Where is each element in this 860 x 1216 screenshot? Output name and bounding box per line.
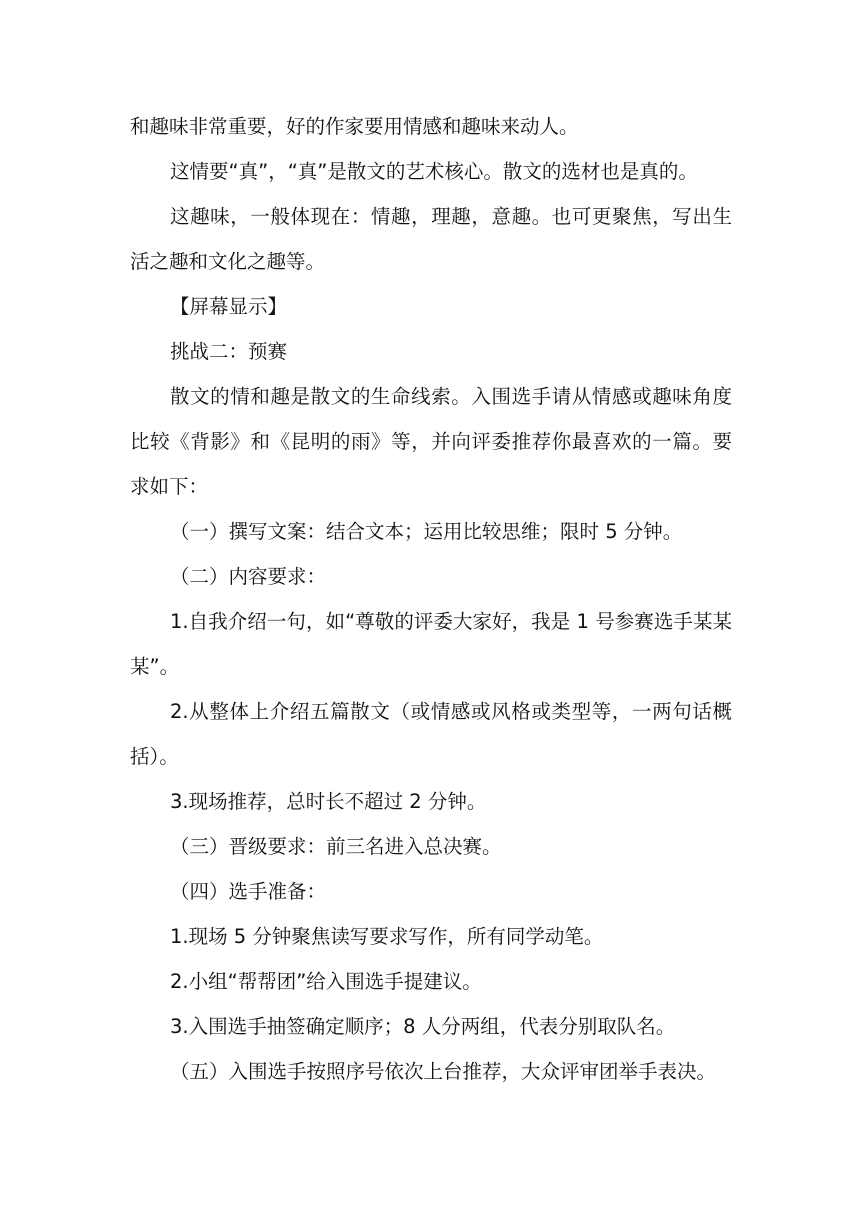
requirement-2-heading: （二）内容要求： [170,565,327,588]
requirement-4-item-3: 3.入围选手抽签确定顺序；8 人分两组，代表分别取队名。 [170,1015,676,1038]
section-heading-screen-display: 【屏幕显示】 [170,295,288,318]
requirement-3: （三）晋级要求：前三名进入总决赛。 [170,835,502,858]
requirement-4-item-2: 2.小组“帮帮团”给入围选手提建议。 [170,970,482,993]
paragraph-intro: 散文的情和趣是散文的生命线索。入围选手请从情感或趣味角度比较《背影》和《昆明的雨》等，并向评委推荐你最喜欢的一篇。要求如下： [130,385,732,498]
paragraph-1: 和趣味非常重要，好的作家要用情感和趣味来动人。 [130,115,579,138]
requirement-4-item-1: 1.现场 5 分钟聚焦读写要求写作，所有同学动笔。 [170,925,604,948]
requirement-1: （一）撰写文案：结合文本；运用比较思维；限时 5 分钟。 [170,520,683,543]
paragraph-3: 这趣味，一般体现在：情趣，理趣，意趣。也可更聚焦，写出生活之趣和文化之趣等。 [130,205,732,273]
requirement-2-item-3: 3.现场推荐，总时长不超过 2 分钟。 [170,790,487,813]
requirement-5: （五）入围选手按照序号依次上台推荐，大众评审团举手表决。 [170,1060,717,1083]
paragraph-2: 这情要“真”，“真”是散文的艺术核心。散文的选材也是真的。 [170,160,698,183]
challenge-title: 挑战二：预赛 [170,340,288,363]
requirement-4-heading: （四）选手准备： [170,880,327,903]
requirement-2-item-2: 2.从整体上介绍五篇散文（或情感或风格或类型等，一两句话概括）。 [130,700,732,768]
requirement-2-item-1: 1.自我介绍一句，如“尊敬的评委大家好，我是 1 号参赛选手某某某”。 [130,610,732,678]
document-page [130,104,732,1094]
